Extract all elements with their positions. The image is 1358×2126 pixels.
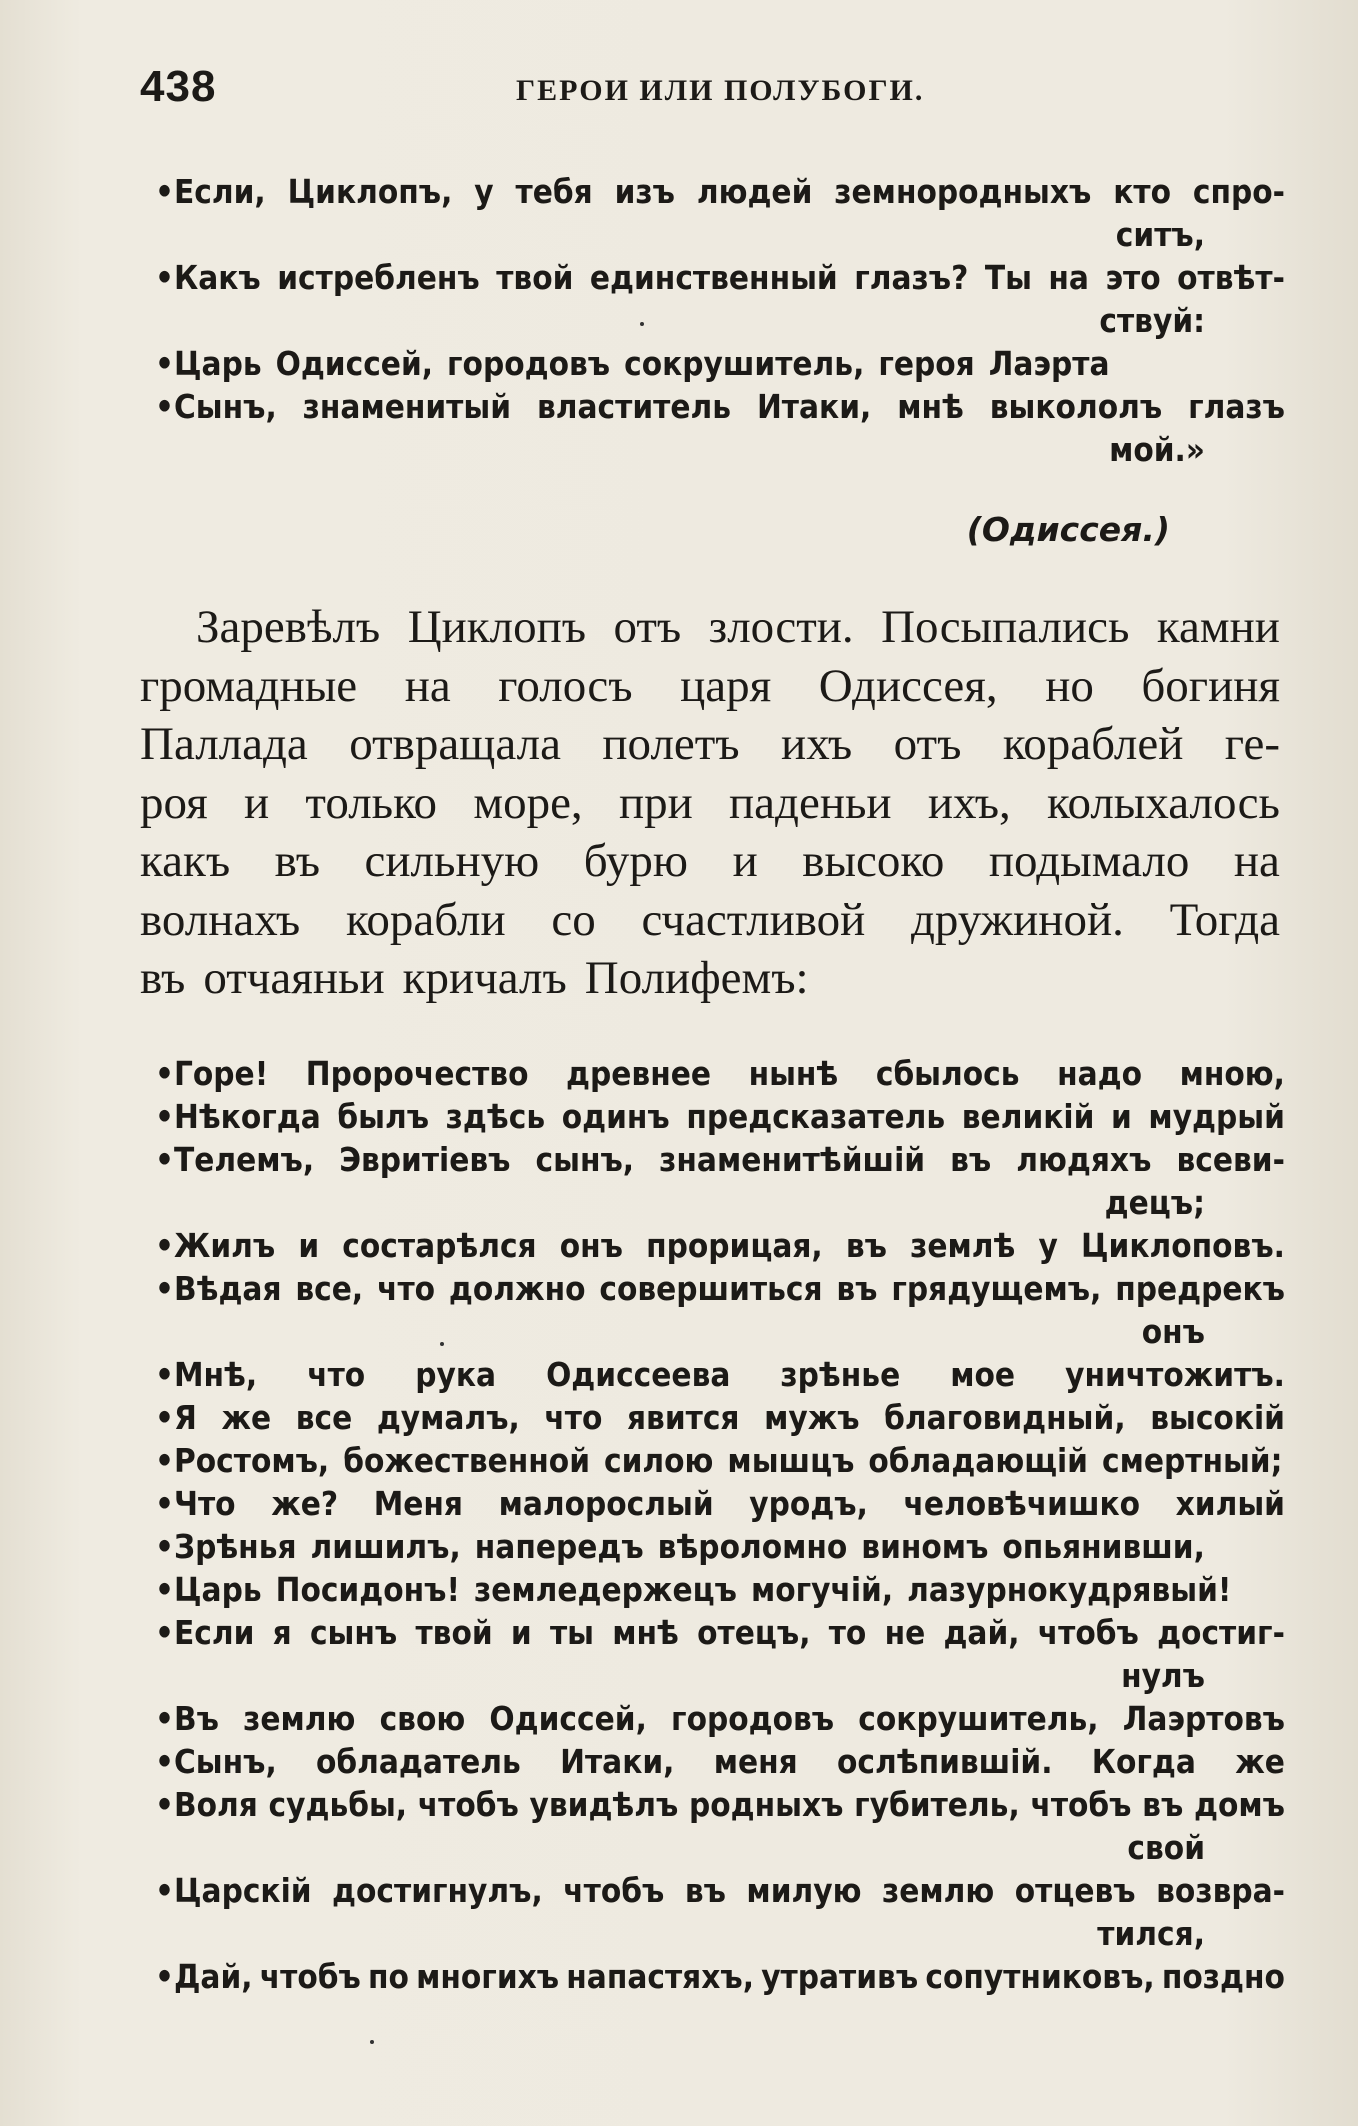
verse-word: •Сынъ,	[155, 387, 277, 426]
verse-word: уничтожитъ.	[1065, 1355, 1285, 1394]
verse-word: опьянивши,	[1002, 1527, 1205, 1566]
verse-word: глазъ?	[854, 258, 969, 297]
verse-word: •Воля	[155, 1785, 258, 1824]
verse-word: предрекъ	[1115, 1269, 1285, 1308]
verse-word: твой	[496, 258, 574, 297]
prose-line	[140, 832, 1280, 891]
verse-line	[155, 1568, 1285, 1611]
verse-word: въ	[1142, 1785, 1184, 1824]
verse-word: •Ростомъ,	[155, 1441, 330, 1480]
verse-word: мудрый	[1148, 1097, 1285, 1136]
speck	[640, 322, 644, 326]
verse-word: •Зрѣнья	[155, 1527, 297, 1566]
verse-line	[155, 1138, 1285, 1181]
verse-word: Эвритіевъ	[339, 1140, 511, 1179]
verse-word: грядущемъ,	[891, 1269, 1102, 1308]
verse-word: •Какъ	[155, 258, 261, 297]
verse-word: великій	[961, 1097, 1095, 1136]
verse-word: малорослый	[498, 1484, 714, 1523]
prose-word: въ	[140, 952, 186, 1004]
verse-word: совершиться	[599, 1269, 823, 1308]
prose-word: на	[1233, 835, 1280, 887]
verse-word: родныхъ	[689, 1785, 844, 1824]
prose-word: ихъ,	[927, 776, 1011, 829]
verse-word: Посидонъ!	[275, 1570, 460, 1609]
verse-word: изъ	[614, 172, 675, 211]
verse-line	[155, 1955, 1285, 1998]
verse-word: ослѣпившій.	[836, 1742, 1053, 1781]
verse-word: мнѣ	[612, 1613, 679, 1652]
prose-line	[140, 657, 1280, 716]
prose-word: злости.	[708, 601, 854, 653]
verse-quote-1	[155, 170, 1285, 471]
verse-word: героя	[878, 344, 975, 383]
verse-word: чтобъ	[259, 1957, 361, 1996]
prose-line	[140, 774, 1280, 833]
prose-word: корабли	[345, 893, 506, 946]
verse-word: чтобъ	[417, 1785, 519, 1824]
verse-word: мнѣ	[897, 387, 964, 426]
attribution: (Одиссея.)	[966, 510, 1170, 549]
verse-line-continuation: мой.»	[1109, 430, 1205, 469]
verse-word: отвѣт-	[1177, 258, 1285, 297]
page-header	[140, 62, 1290, 122]
verse-word: •Что	[155, 1484, 236, 1523]
verse-word: твой	[415, 1613, 493, 1652]
prose-word: подымало	[988, 835, 1190, 887]
verse-word: домъ	[1193, 1785, 1285, 1824]
prose-word: бурю	[583, 835, 689, 887]
verse-word: глазъ	[1188, 387, 1285, 426]
verse-word: мое	[950, 1355, 1016, 1394]
verse-word: я	[272, 1613, 292, 1652]
verse-word: зрѣнье	[780, 1355, 901, 1394]
prose-word: громадные	[140, 659, 358, 712]
prose-word: счастливой	[641, 893, 866, 946]
verse-word: •Въ	[155, 1699, 219, 1738]
verse-word: силою	[604, 1441, 714, 1480]
prose-line	[140, 715, 1280, 774]
verse-word: Циклоповъ.	[1080, 1226, 1285, 1265]
verse-word: отцевъ	[1014, 1871, 1136, 1910]
verse-word: земнородныхъ	[834, 172, 1092, 211]
verse-word: уродъ,	[749, 1484, 868, 1523]
verse-word: Итаки,	[756, 387, 872, 426]
speck	[370, 2040, 374, 2044]
verse-word: лишилъ,	[310, 1527, 461, 1566]
verse-line	[155, 1052, 1285, 1095]
verse-word: людяхъ	[1016, 1140, 1152, 1179]
verse-word: тебя	[515, 172, 593, 211]
prose-word: Посыпались	[881, 601, 1130, 653]
verse-word: предсказатель	[686, 1097, 946, 1136]
verse-line-continuation: свой	[1127, 1828, 1205, 1867]
verse-word: должно	[448, 1269, 586, 1308]
verse-line-continuation: ситъ,	[1115, 215, 1205, 254]
verse-word: меня	[713, 1742, 798, 1781]
prose-word: ге-	[1224, 718, 1280, 770]
verse-word: вѣроломно	[657, 1527, 848, 1566]
prose-word: голосъ	[498, 659, 633, 712]
verse-word: истребленъ	[277, 258, 480, 297]
verse-word: •Царь	[155, 344, 262, 383]
verse-line-continuation: децъ;	[1104, 1183, 1205, 1222]
prose-word: и	[732, 835, 758, 887]
verse-line	[155, 1869, 1285, 1912]
prose-word: на	[404, 659, 451, 712]
prose-word: колыхалось	[1047, 776, 1280, 829]
prose-word: Полифемъ:	[584, 952, 809, 1004]
verse-word: по	[368, 1957, 409, 1996]
verse-word: •Царь	[155, 1570, 262, 1609]
prose-word: паденьи	[729, 776, 892, 829]
verse-line	[155, 1611, 1285, 1654]
verse-line	[155, 256, 1285, 299]
verse-word: въ	[836, 1269, 878, 1308]
prose-word: Паллада	[140, 718, 308, 770]
verse-word: чтобъ	[1030, 1785, 1132, 1824]
prose-word: сильную	[364, 835, 540, 887]
verse-quote-2	[155, 1052, 1285, 1998]
verse-word: одинъ	[561, 1097, 670, 1136]
prose-word: въ	[274, 835, 320, 887]
verse-word: напастяхъ,	[566, 1957, 754, 1996]
verse-word: знаменитѣйшій	[659, 1140, 926, 1179]
verse-word: то	[828, 1613, 867, 1652]
verse-word: землѣ	[910, 1226, 1016, 1265]
verse-word: обладающій	[868, 1441, 1088, 1480]
verse-word: надо	[1057, 1054, 1143, 1093]
verse-word: губитель,	[854, 1785, 1020, 1824]
verse-word: утративъ	[761, 1957, 919, 1996]
prose-word: ихъ	[781, 718, 853, 770]
prose-word: царя	[680, 659, 772, 712]
verse-word: въ	[845, 1226, 887, 1265]
verse-word: мышцъ	[727, 1441, 855, 1480]
prose-line	[140, 891, 1280, 950]
verse-word: что	[307, 1355, 366, 1394]
verse-word: чтобъ	[1037, 1613, 1139, 1652]
verse-word: все,	[295, 1269, 364, 1308]
prose-word: полетъ	[602, 718, 740, 770]
page-number: 438	[140, 62, 217, 111]
verse-word: на	[1048, 258, 1089, 297]
prose-word: дружиной.	[911, 893, 1124, 946]
verse-word: •Горе!	[155, 1054, 269, 1093]
verse-line	[155, 170, 1285, 213]
prose-word: но	[1045, 659, 1094, 712]
verse-word: не	[884, 1613, 926, 1652]
verse-line-continuation: ствуй:	[1099, 301, 1205, 340]
verse-word: сынъ	[309, 1613, 398, 1652]
prose-line	[140, 949, 1280, 1008]
verse-word: сокрушитель,	[858, 1699, 1099, 1738]
verse-line	[155, 385, 1285, 428]
verse-word: Одиссеева	[546, 1355, 731, 1394]
verse-word: городовъ	[447, 344, 611, 383]
prose-line	[140, 598, 1280, 657]
verse-word: свою	[379, 1699, 466, 1738]
verse-word: обладатель	[316, 1742, 521, 1781]
verse-word: многихъ	[416, 1957, 560, 1996]
verse-word: •Телемъ,	[155, 1140, 315, 1179]
verse-line-continuation: тился,	[1097, 1914, 1205, 1953]
verse-word: знаменитый	[302, 387, 512, 426]
verse-word: людей	[696, 172, 813, 211]
verse-word: •Я	[155, 1398, 197, 1437]
verse-word: онъ	[559, 1226, 623, 1265]
verse-word: землю	[243, 1699, 356, 1738]
verse-word: могучій,	[750, 1570, 894, 1609]
verse-word: всеви-	[1176, 1140, 1285, 1179]
verse-word: что	[377, 1269, 436, 1308]
verse-word: спро-	[1192, 172, 1285, 211]
verse-line	[155, 1267, 1285, 1310]
verse-word: же?	[271, 1484, 339, 1523]
verse-word: состарѣлся	[342, 1226, 537, 1265]
prose-word: высоко	[802, 835, 945, 887]
prose-word: богиня	[1141, 659, 1280, 712]
verse-word: и	[510, 1613, 532, 1652]
running-title: ГЕРОИ ИЛИ ПОЛУБОГИ.	[516, 74, 925, 107]
verse-word: у	[474, 172, 494, 211]
prose-word: отвращала	[349, 718, 561, 770]
verse-word: возвра-	[1156, 1871, 1285, 1910]
verse-word: •Сынъ,	[155, 1742, 277, 1781]
verse-word: Одиссей,	[489, 1699, 647, 1738]
verse-word: достигнулъ,	[332, 1871, 543, 1910]
prose-word: Заревѣлъ	[196, 601, 381, 653]
verse-word: •Мнѣ,	[155, 1355, 258, 1394]
prose-word: при	[618, 776, 693, 829]
verse-word: это	[1105, 258, 1161, 297]
verse-line	[155, 342, 1285, 385]
verse-word: Лаэртовъ	[1122, 1699, 1285, 1738]
verse-word: Итаки,	[560, 1742, 675, 1781]
verse-word: Когда	[1091, 1742, 1196, 1781]
verse-word: высокій	[1150, 1398, 1285, 1437]
prose-word: только	[305, 776, 438, 829]
verse-word: сопутниковъ,	[925, 1957, 1155, 1996]
verse-word: и	[1111, 1097, 1132, 1136]
verse-line	[155, 1697, 1285, 1740]
verse-line	[155, 1783, 1285, 1826]
verse-word: •Вѣдая	[155, 1269, 282, 1308]
prose-word: отъ	[613, 601, 682, 653]
verse-word: единственный	[589, 258, 838, 297]
verse-word: •Если	[155, 1613, 255, 1652]
verse-word: кто	[1113, 172, 1171, 211]
verse-word: лазурнокудрявый!	[907, 1570, 1232, 1609]
verse-line	[155, 1482, 1285, 1525]
verse-word: былъ	[337, 1097, 430, 1136]
prose-word: Одиссея,	[818, 659, 998, 712]
verse-word: же	[221, 1398, 272, 1437]
verse-line	[155, 1525, 1285, 1568]
verse-word: нынѣ	[748, 1054, 839, 1093]
verse-line	[155, 1353, 1285, 1396]
verse-line	[155, 1224, 1285, 1267]
verse-word: прорицая,	[646, 1226, 823, 1265]
verse-word: явится	[626, 1398, 740, 1437]
prose-word: кораблей	[1002, 718, 1184, 770]
verse-line-continuation: нулъ	[1121, 1656, 1205, 1695]
verse-word: Циклопъ,	[287, 172, 453, 211]
verse-word: и	[298, 1226, 320, 1265]
verse-word: ты	[549, 1613, 595, 1652]
prose-word: волнахъ	[140, 893, 301, 946]
verse-word: увидѣлъ	[529, 1785, 679, 1824]
verse-word: выкололъ	[989, 387, 1163, 426]
verse-word: мужъ	[764, 1398, 860, 1437]
verse-word: дай,	[943, 1613, 1020, 1652]
verse-word: поздно	[1161, 1957, 1285, 1996]
prose-paragraph	[140, 598, 1280, 1008]
verse-word: •Царскій	[155, 1871, 312, 1910]
prose-word: роя	[140, 776, 208, 829]
prose-word: Тогда	[1169, 893, 1280, 946]
verse-word: Меня	[373, 1484, 463, 1523]
verse-word: напередъ	[474, 1527, 644, 1566]
prose-word: Циклопъ	[407, 601, 587, 653]
verse-word: здѣсь	[445, 1097, 546, 1136]
verse-word: сокрушитель,	[624, 344, 865, 383]
verse-word: мною,	[1179, 1054, 1285, 1093]
verse-word: въ	[950, 1140, 992, 1179]
prose-word: отъ	[893, 718, 962, 770]
verse-word: древнее	[566, 1054, 711, 1093]
prose-word: со	[551, 893, 596, 946]
prose-word: какъ	[140, 835, 231, 887]
verse-word: сынъ,	[535, 1140, 635, 1179]
verse-line	[155, 1439, 1285, 1482]
verse-word: землю	[881, 1871, 995, 1910]
verse-word: благовидный,	[884, 1398, 1126, 1437]
speck	[440, 1342, 444, 1346]
verse-word: чтобъ	[563, 1871, 665, 1910]
verse-word: •Если,	[155, 172, 266, 211]
verse-word: Пророчество	[305, 1054, 529, 1093]
verse-word: достиг-	[1157, 1613, 1285, 1652]
verse-word: судьбы,	[268, 1785, 408, 1824]
verse-word: въ	[684, 1871, 726, 1910]
verse-line	[155, 1095, 1285, 1138]
prose-word: и	[244, 776, 270, 829]
verse-word: рука	[415, 1355, 497, 1394]
verse-word: у	[1038, 1226, 1058, 1265]
verse-word: думалъ,	[376, 1398, 520, 1437]
verse-word: земледержецъ	[473, 1570, 737, 1609]
verse-word: •Жилъ	[155, 1226, 276, 1265]
prose-word: море,	[473, 776, 583, 829]
verse-word: же	[1235, 1742, 1285, 1781]
verse-word: что	[544, 1398, 603, 1437]
verse-word: все	[295, 1398, 353, 1437]
verse-word: Одиссей,	[275, 344, 434, 383]
prose-word: отчаяньи	[203, 952, 385, 1004]
verse-word: виномъ	[861, 1527, 989, 1566]
prose-word: камни	[1156, 601, 1280, 653]
verse-word: отецъ,	[697, 1613, 811, 1652]
verse-line	[155, 1396, 1285, 1439]
verse-word: милую	[746, 1871, 862, 1910]
verse-word: •Дай,	[155, 1957, 253, 1996]
verse-word: Ты	[984, 258, 1032, 297]
verse-word: сбылось	[875, 1054, 1020, 1093]
verse-word: городовъ	[671, 1699, 835, 1738]
verse-word: властитель	[536, 387, 732, 426]
verse-line-continuation: онъ	[1141, 1312, 1205, 1351]
prose-word: кричалъ	[402, 952, 567, 1004]
verse-word: •Нѣкогда	[155, 1097, 321, 1136]
verse-word: смертный;	[1101, 1441, 1283, 1480]
verse-word: божественной	[343, 1441, 590, 1480]
verse-line	[155, 1740, 1285, 1783]
verse-word: хилый	[1175, 1484, 1285, 1523]
verse-word: человѣчишко	[903, 1484, 1141, 1523]
verse-word: Лаэрта	[988, 344, 1110, 383]
